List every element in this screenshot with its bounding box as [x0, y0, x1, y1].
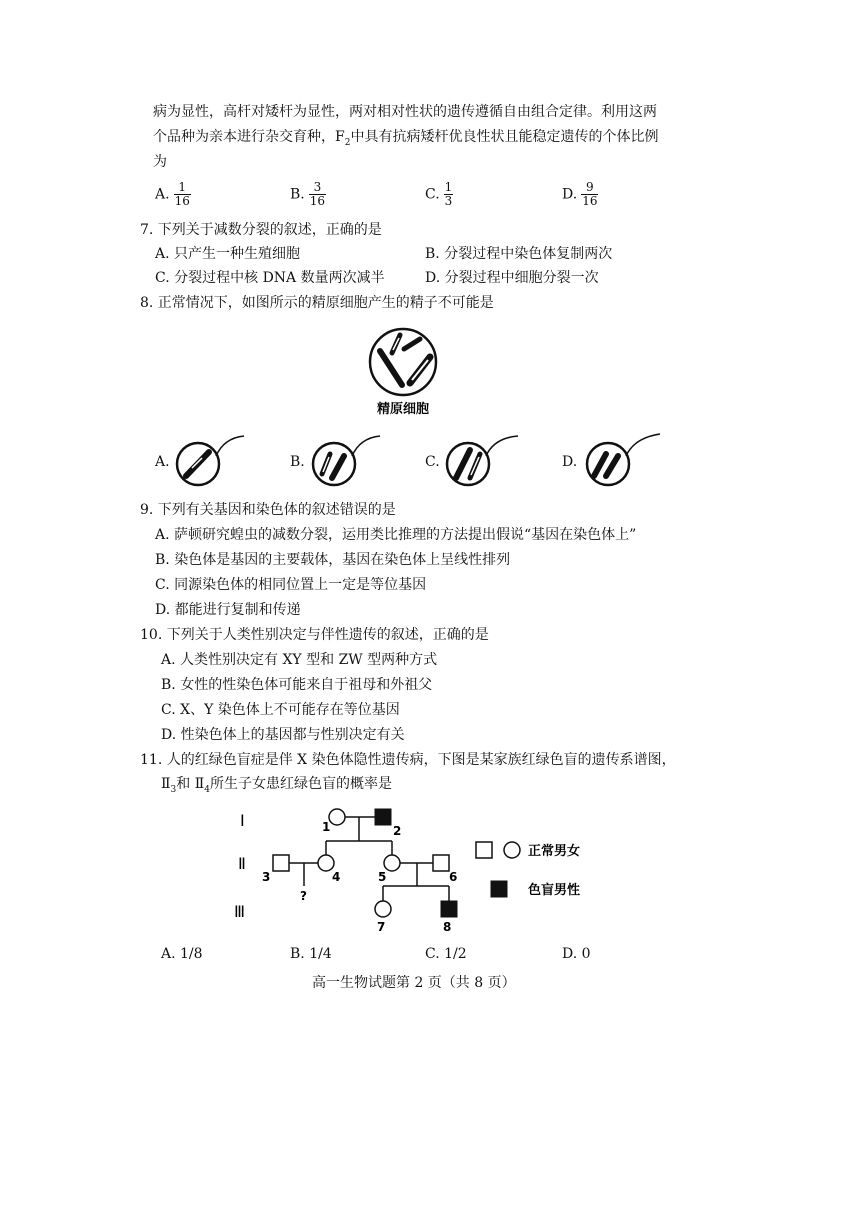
generation-iii-label: Ⅲ	[234, 902, 246, 921]
q6-option-b[interactable]	[290, 181, 326, 208]
label-1: 1	[322, 820, 331, 834]
q8-option-d-letter[interactable]: D.	[562, 454, 578, 470]
individual-1-female	[329, 809, 345, 825]
q8-option-a-letter[interactable]: A.	[155, 454, 170, 470]
individual-6-male	[433, 855, 449, 871]
roman-two: Ⅱ	[161, 776, 171, 792]
denominator: 16	[309, 194, 326, 208]
subscript-3: 3	[170, 784, 177, 795]
fraction	[309, 181, 326, 208]
q6-line-2	[153, 128, 658, 152]
numerator: 3	[313, 180, 322, 194]
pedigree-chart	[228, 800, 608, 940]
chromosome-short-right	[404, 339, 420, 349]
q11-stem-tail: 所生子女患红绿色盲的概率是	[209, 776, 392, 792]
label-8: 8	[443, 920, 452, 934]
q10-option-d[interactable]: D. 性染色体上的基因都与性别决定有关	[161, 727, 405, 743]
individual-8-affected-male	[441, 901, 457, 917]
legend-normal-label: 正常男女	[528, 844, 581, 859]
q7-option-c[interactable]: C. 分裂过程中核 DNA 数量两次减半	[155, 270, 385, 286]
f2-subscript: 2	[344, 137, 351, 148]
q6-line-2b: 中具有抗病矮杆优良性状且能稳定遗传的个体比例	[350, 129, 659, 145]
fraction	[444, 181, 454, 208]
q6-line-3: 为	[153, 154, 167, 170]
sperm-tail	[486, 436, 518, 456]
q6-line-2a: 个品种为亲本进行杂交育种，F	[153, 129, 345, 145]
q6-option-c[interactable]	[425, 181, 453, 208]
legend-normal-female-icon	[504, 842, 520, 858]
option-letter: A.	[155, 186, 170, 203]
q7-option-a[interactable]: A. 只产生一种生殖细胞	[155, 246, 301, 262]
label-5: 5	[378, 870, 387, 884]
legend-normal-male-icon	[476, 842, 492, 858]
q9-option-b[interactable]: B. 染色体是基因的主要载体，基因在染色体上呈线性排列	[155, 552, 511, 568]
individual-5-female	[384, 855, 400, 871]
legend-affected-male-icon	[491, 881, 507, 897]
label-6: 6	[449, 870, 458, 884]
q8-option-b-letter[interactable]: B.	[290, 454, 305, 470]
individual-7-female	[375, 901, 391, 917]
option-letter: C.	[425, 186, 440, 203]
q6-line-1: 病为显性，高杆对矮杆为显性，两对相对性状的遗传遵循自由组合定律。利用这两	[153, 104, 657, 120]
q8-option-a-sperm[interactable]	[172, 432, 252, 492]
q11-stem-line-2	[161, 775, 392, 799]
label-7: 7	[377, 920, 386, 934]
option-letter: B.	[290, 186, 305, 203]
q9-option-c[interactable]: C. 同源染色体的相同位置上一定是等位基因	[155, 577, 427, 593]
q8-option-b-sperm[interactable]	[308, 432, 388, 492]
q9-option-d[interactable]: D. 都能进行复制和传递	[155, 602, 301, 618]
numerator: 1	[444, 180, 453, 194]
option-letter: D.	[562, 186, 578, 203]
q11-option-d[interactable]: D. 0	[562, 946, 591, 962]
q8-option-c-sperm[interactable]	[442, 432, 522, 492]
q10-stem: 10. 下列关于人类性别决定与伴性遗传的叙述，正确的是	[140, 627, 489, 643]
individual-3-male	[273, 855, 289, 871]
q11-stem-line-1: 11. 人的红绿色盲症是伴 X 染色体隐性遗传病，下图是某家族红绿色盲的遗传系谱图，	[140, 752, 676, 768]
fraction	[174, 181, 191, 208]
label-4: 4	[332, 870, 341, 884]
q6-option-d[interactable]	[562, 181, 598, 208]
chromosome-long-left	[380, 351, 402, 385]
legend-affected-label: 色盲男性	[528, 883, 581, 898]
generation-ii-label: Ⅱ	[238, 854, 246, 873]
denominator: 16	[174, 194, 190, 208]
subscript-4: 4	[204, 784, 210, 795]
chromosome-short-left	[392, 335, 400, 353]
q11-option-c[interactable]: C. 1/2	[425, 946, 467, 962]
q11-option-b[interactable]: B. 1/4	[290, 946, 332, 962]
q7-option-d[interactable]: D. 分裂过程中细胞分裂一次	[425, 270, 599, 286]
q10-option-a[interactable]: A. 人类性别决定有 XY 型和 ZW 型两种方式	[161, 652, 438, 668]
denominator: 16	[582, 194, 598, 208]
sperm-tail	[352, 436, 380, 456]
individual-2-affected-male	[375, 809, 391, 825]
q11-option-a[interactable]: A. 1/8	[161, 946, 203, 962]
sperm-tail	[626, 434, 660, 456]
q9-stem: 9. 下列有关基因和染色体的叙述错误的是	[140, 502, 396, 518]
fraction	[581, 181, 598, 208]
page-footer: 高一生物试题第 2 页（共 8 页）	[312, 975, 516, 991]
sperm-tail	[216, 436, 244, 456]
generation-i-label: Ⅰ	[240, 811, 245, 830]
q10-option-c[interactable]: C. X、Y 染色体上不可能存在等位基因	[161, 702, 400, 718]
q8-option-d-sperm[interactable]	[582, 432, 662, 492]
q8-option-c-letter[interactable]: C.	[425, 454, 440, 470]
chromosome-long-right	[410, 357, 430, 383]
label-3: 3	[262, 870, 271, 884]
q6-option-a[interactable]	[155, 181, 191, 208]
denominator: 3	[444, 194, 453, 208]
q10-option-b[interactable]: B. 女性的性染色体可能来自于祖母和外祖父	[161, 677, 433, 693]
individual-4-female	[318, 855, 334, 871]
q7-stem: 7. 下列关于减数分裂的叙述，正确的是	[140, 222, 382, 238]
q9-option-a[interactable]: A. 萨顿研究蝗虫的减数分裂，运用类比推理的方法提出假说“基因在染色体上”	[155, 527, 637, 543]
unknown-offspring-mark: ?	[300, 889, 307, 903]
numerator: 9	[586, 180, 594, 194]
numerator: 1	[178, 180, 187, 194]
figure-caption: 精原细胞	[376, 402, 430, 417]
q8-stem: 8. 正常情况下，如图所示的精原细胞产生的精子不可能是	[140, 295, 494, 311]
q7-option-b[interactable]: B. 分裂过程中染色体复制两次	[425, 246, 613, 262]
spermatogonium-figure	[366, 325, 456, 425]
label-2: 2	[393, 824, 402, 838]
conjunction-text: 和 Ⅱ	[176, 776, 205, 792]
